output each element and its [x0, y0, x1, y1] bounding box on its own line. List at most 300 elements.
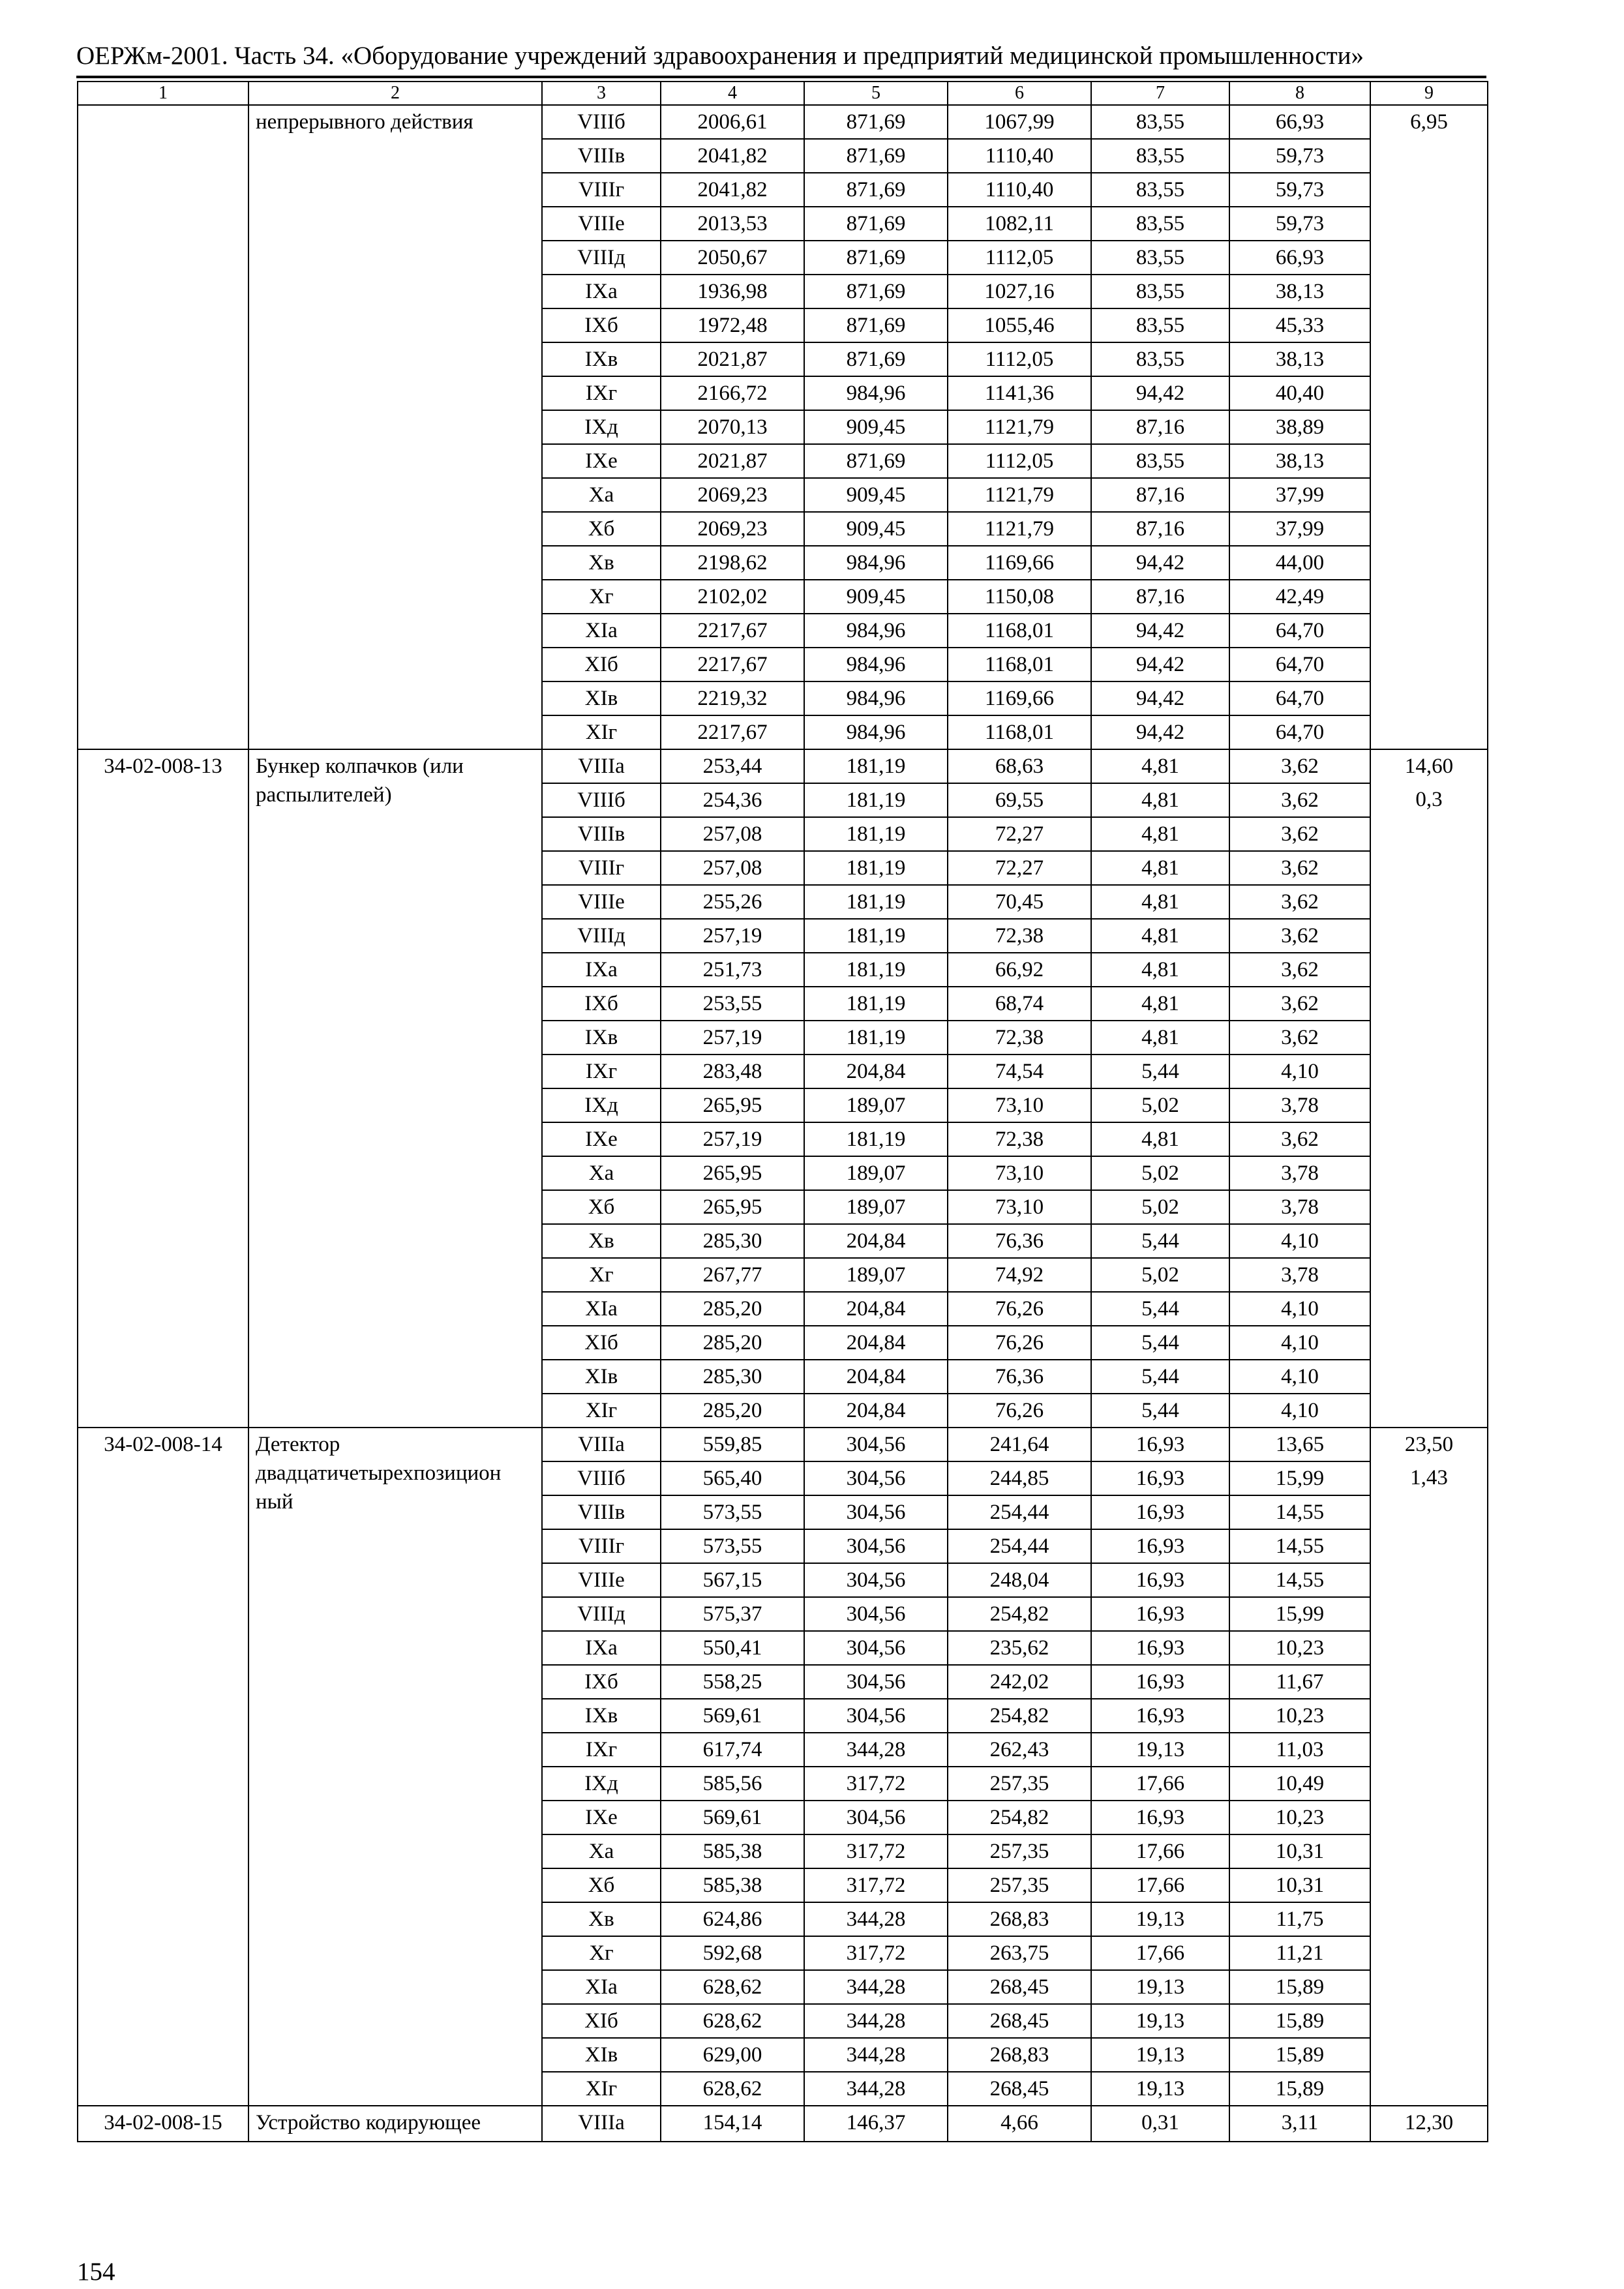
cell-col-3: VIIIг — [542, 173, 661, 207]
cell-col-7: 17,66 — [1091, 1767, 1229, 1801]
cell-col-3: IXa — [542, 953, 661, 987]
cell-col-5: 304,56 — [804, 1631, 948, 1665]
cell-col-7: 4,81 — [1091, 817, 1229, 851]
cell-col-3: IXв — [542, 1021, 661, 1055]
cell-col-8: 40,40 — [1229, 376, 1370, 410]
cell-col-9 — [1370, 1292, 1488, 1326]
cell-col-7: 16,93 — [1091, 1563, 1229, 1597]
cell-col-5: 189,07 — [804, 1088, 948, 1122]
cell-col-6: 1027,16 — [948, 275, 1091, 308]
cell-col-9 — [1370, 342, 1488, 376]
cell-col-4: 2021,87 — [661, 342, 804, 376]
cell-col-9 — [1370, 444, 1488, 478]
cell-col-3: XIa — [542, 1970, 661, 2004]
column-number-row — [78, 82, 1488, 105]
cell-col-4: 257,19 — [661, 1021, 804, 1055]
cell-col-4: 2102,02 — [661, 580, 804, 614]
cell-col-8: 15,99 — [1229, 1597, 1370, 1631]
cell-col-4: 285,20 — [661, 1394, 804, 1428]
cell-col-3: XIб — [542, 1326, 661, 1360]
cell-col-4: 2198,62 — [661, 546, 804, 580]
cell-col-3: IXa — [542, 275, 661, 308]
cell-col-7: 19,13 — [1091, 1902, 1229, 1936]
cell-col-5: 204,84 — [804, 1326, 948, 1360]
cell-col-7: 5,44 — [1091, 1224, 1229, 1258]
cell-col-8: 15,89 — [1229, 1970, 1370, 2004]
cell-col-6: 73,10 — [948, 1190, 1091, 1224]
rates-table — [77, 81, 1488, 2142]
cell-col-7: 4,81 — [1091, 783, 1229, 817]
cell-col-4: 2050,67 — [661, 241, 804, 275]
cell-col-9 — [1370, 478, 1488, 512]
cell-col-9 — [1370, 1224, 1488, 1258]
cell-col-6: 4,66 — [948, 2106, 1091, 2142]
cell-col-7: 16,93 — [1091, 1801, 1229, 1834]
cell-col-3: XIa — [542, 614, 661, 648]
cell-col-4: 567,15 — [661, 1563, 804, 1597]
cell-col-3: XIб — [542, 648, 661, 681]
cell-col-6: 248,04 — [948, 1563, 1091, 1597]
cell-col-6: 254,82 — [948, 1597, 1091, 1631]
cell-col-6: 268,83 — [948, 1902, 1091, 1936]
cell-col-4: 267,77 — [661, 1258, 804, 1292]
cell-col-9 — [1370, 512, 1488, 546]
cell-col-4: 2166,72 — [661, 376, 804, 410]
cell-col-5: 344,28 — [804, 2004, 948, 2038]
cell-col-3: Xб — [542, 512, 661, 546]
cell-col-4: 550,41 — [661, 1631, 804, 1665]
cell-col-3: Xб — [542, 1868, 661, 1902]
cell-col-4: 1972,48 — [661, 308, 804, 342]
cell-col-5: 984,96 — [804, 614, 948, 648]
cell-col-4: 628,62 — [661, 2072, 804, 2106]
cell-col-5: 146,37 — [804, 2106, 948, 2142]
cell-col-9 — [1370, 1563, 1488, 1597]
cell-col-5: 181,19 — [804, 1021, 948, 1055]
cell-col-5: 181,19 — [804, 783, 948, 817]
cell-col-4: 257,19 — [661, 919, 804, 953]
cell-col-5: 871,69 — [804, 207, 948, 241]
cell-col-9 — [1370, 580, 1488, 614]
cell-col-8: 15,89 — [1229, 2038, 1370, 2072]
cell-col-3: Xa — [542, 1834, 661, 1868]
cell-col-8: 59,73 — [1229, 207, 1370, 241]
cell-col-9 — [1370, 1190, 1488, 1224]
column-number: 4 — [661, 82, 804, 105]
cell-col-4: 565,40 — [661, 1461, 804, 1495]
cell-col-6: 1110,40 — [948, 139, 1091, 173]
cell-col-3: IXв — [542, 1699, 661, 1733]
cell-col-4: 285,20 — [661, 1292, 804, 1326]
cell-col-8: 3,11 — [1229, 2106, 1370, 2142]
cell-col-3: Xг — [542, 1258, 661, 1292]
cell-col-4: 2070,13 — [661, 410, 804, 444]
cell-col-5: 181,19 — [804, 1122, 948, 1156]
cell-col-8: 4,10 — [1229, 1055, 1370, 1088]
item-code: 34-02-008-13 — [78, 749, 248, 1428]
cell-col-7: 5,44 — [1091, 1326, 1229, 1360]
cell-col-6: 1121,79 — [948, 478, 1091, 512]
cell-col-9 — [1370, 919, 1488, 953]
cell-col-3: Xг — [542, 580, 661, 614]
cell-col-6: 73,10 — [948, 1088, 1091, 1122]
cell-col-8: 14,55 — [1229, 1495, 1370, 1529]
column-number: 6 — [948, 82, 1091, 105]
cell-col-8: 11,03 — [1229, 1733, 1370, 1767]
cell-col-5: 344,28 — [804, 2038, 948, 2072]
cell-col-7: 16,93 — [1091, 1631, 1229, 1665]
cell-col-6: 76,26 — [948, 1292, 1091, 1326]
item-name: Устройство кодирующее — [248, 2106, 542, 2142]
cell-col-4: 2069,23 — [661, 478, 804, 512]
cell-col-9 — [1370, 2072, 1488, 2106]
cell-col-8: 14,55 — [1229, 1563, 1370, 1597]
cell-col-9 — [1370, 2004, 1488, 2038]
cell-col-6: 1169,66 — [948, 546, 1091, 580]
cell-col-9: 14,60 — [1370, 749, 1488, 783]
cell-col-3: Xв — [542, 1224, 661, 1258]
cell-col-9: 0,3 — [1370, 783, 1488, 817]
cell-col-8: 38,13 — [1229, 342, 1370, 376]
cell-col-9 — [1370, 817, 1488, 851]
cell-col-6: 72,38 — [948, 1122, 1091, 1156]
item-code: 34-02-008-15 — [78, 2106, 248, 2142]
cell-col-8: 64,70 — [1229, 648, 1370, 681]
cell-col-3: IXд — [542, 1088, 661, 1122]
cell-col-8: 64,70 — [1229, 681, 1370, 715]
cell-col-9 — [1370, 139, 1488, 173]
cell-col-7: 19,13 — [1091, 2072, 1229, 2106]
cell-col-7: 17,66 — [1091, 1868, 1229, 1902]
cell-col-4: 2217,67 — [661, 614, 804, 648]
cell-col-8: 38,13 — [1229, 444, 1370, 478]
cell-col-3: VIIIв — [542, 817, 661, 851]
cell-col-8: 42,49 — [1229, 580, 1370, 614]
cell-col-6: 76,36 — [948, 1360, 1091, 1394]
cell-col-5: 204,84 — [804, 1292, 948, 1326]
cell-col-7: 19,13 — [1091, 2038, 1229, 2072]
cell-col-5: 984,96 — [804, 546, 948, 580]
cell-col-3: IXд — [542, 1767, 661, 1801]
cell-col-6: 1150,08 — [948, 580, 1091, 614]
cell-col-7: 4,81 — [1091, 885, 1229, 919]
cell-col-6: 241,64 — [948, 1428, 1091, 1461]
cell-col-8: 4,10 — [1229, 1360, 1370, 1394]
cell-col-5: 317,72 — [804, 1767, 948, 1801]
cell-col-5: 871,69 — [804, 275, 948, 308]
cell-col-5: 204,84 — [804, 1224, 948, 1258]
cell-col-4: 254,36 — [661, 783, 804, 817]
cell-col-8: 10,49 — [1229, 1767, 1370, 1801]
cell-col-8: 37,99 — [1229, 512, 1370, 546]
cell-col-6: 268,45 — [948, 2004, 1091, 2038]
cell-col-9 — [1370, 1156, 1488, 1190]
table-row — [78, 105, 1488, 139]
cell-col-9 — [1370, 851, 1488, 885]
cell-col-5: 871,69 — [804, 444, 948, 478]
cell-col-9 — [1370, 207, 1488, 241]
cell-col-3: XIa — [542, 1292, 661, 1326]
cell-col-9 — [1370, 885, 1488, 919]
cell-col-8: 10,31 — [1229, 1834, 1370, 1868]
cell-col-8: 3,78 — [1229, 1190, 1370, 1224]
cell-col-4: 585,38 — [661, 1868, 804, 1902]
cell-col-8: 3,62 — [1229, 851, 1370, 885]
cell-col-9 — [1370, 614, 1488, 648]
cell-col-9 — [1370, 987, 1488, 1021]
cell-col-7: 4,81 — [1091, 919, 1229, 953]
cell-col-4: 265,95 — [661, 1190, 804, 1224]
cell-col-7: 16,93 — [1091, 1597, 1229, 1631]
cell-col-4: 265,95 — [661, 1156, 804, 1190]
cell-col-9 — [1370, 1495, 1488, 1529]
cell-col-7: 83,55 — [1091, 275, 1229, 308]
cell-col-9: 23,50 — [1370, 1428, 1488, 1461]
page-header: ОЕРЖм-2001. Часть 34. «Оборудование учреждений здравоохранения и предприятий медицинской промышленности» — [76, 40, 1486, 78]
cell-col-6: 1121,79 — [948, 410, 1091, 444]
cell-col-6: 262,43 — [948, 1733, 1091, 1767]
cell-col-3: VIIIe — [542, 885, 661, 919]
cell-col-3: IXe — [542, 1122, 661, 1156]
cell-col-7: 16,93 — [1091, 1495, 1229, 1529]
cell-col-6: 72,38 — [948, 919, 1091, 953]
cell-col-8: 4,10 — [1229, 1326, 1370, 1360]
cell-col-4: 285,30 — [661, 1360, 804, 1394]
cell-col-5: 181,19 — [804, 919, 948, 953]
cell-col-5: 304,56 — [804, 1665, 948, 1699]
cell-col-8: 3,62 — [1229, 919, 1370, 953]
cell-col-8: 4,10 — [1229, 1292, 1370, 1326]
cell-col-5: 909,45 — [804, 478, 948, 512]
cell-col-8: 3,62 — [1229, 953, 1370, 987]
cell-col-6: 268,45 — [948, 2072, 1091, 2106]
cell-col-7: 4,81 — [1091, 953, 1229, 987]
table-row — [78, 749, 1488, 783]
cell-col-4: 558,25 — [661, 1665, 804, 1699]
cell-col-4: 585,38 — [661, 1834, 804, 1868]
cell-col-4: 255,26 — [661, 885, 804, 919]
cell-col-4: 2041,82 — [661, 173, 804, 207]
cell-col-7: 94,42 — [1091, 715, 1229, 749]
cell-col-3: XIв — [542, 1360, 661, 1394]
cell-col-7: 87,16 — [1091, 478, 1229, 512]
cell-col-6: 1067,99 — [948, 105, 1091, 139]
cell-col-9 — [1370, 546, 1488, 580]
cell-col-9 — [1370, 1834, 1488, 1868]
cell-col-9 — [1370, 1902, 1488, 1936]
cell-col-8: 37,99 — [1229, 478, 1370, 512]
cell-col-6: 254,82 — [948, 1699, 1091, 1733]
cell-col-9 — [1370, 1529, 1488, 1563]
cell-col-5: 204,84 — [804, 1360, 948, 1394]
cell-col-7: 94,42 — [1091, 681, 1229, 715]
cell-col-5: 304,56 — [804, 1461, 948, 1495]
cell-col-8: 64,70 — [1229, 715, 1370, 749]
cell-col-5: 871,69 — [804, 173, 948, 207]
cell-col-9 — [1370, 648, 1488, 681]
cell-col-7: 16,93 — [1091, 1428, 1229, 1461]
cell-col-6: 244,85 — [948, 1461, 1091, 1495]
item-code: 34-02-008-14 — [78, 1428, 248, 2106]
cell-col-5: 304,56 — [804, 1495, 948, 1529]
cell-col-5: 984,96 — [804, 648, 948, 681]
cell-col-4: 569,61 — [661, 1699, 804, 1733]
cell-col-7: 83,55 — [1091, 444, 1229, 478]
cell-col-8: 3,62 — [1229, 1021, 1370, 1055]
cell-col-4: 585,56 — [661, 1767, 804, 1801]
cell-col-8: 3,62 — [1229, 885, 1370, 919]
cell-col-4: 575,37 — [661, 1597, 804, 1631]
item-name: Бункер колпачков (или распылителей) — [248, 749, 542, 1428]
cell-col-9 — [1370, 1665, 1488, 1699]
cell-col-5: 304,56 — [804, 1529, 948, 1563]
cell-col-6: 76,26 — [948, 1326, 1091, 1360]
cell-col-9 — [1370, 1868, 1488, 1902]
cell-col-6: 257,35 — [948, 1834, 1091, 1868]
cell-col-4: 253,44 — [661, 749, 804, 783]
cell-col-3: IXг — [542, 1733, 661, 1767]
cell-col-6: 68,74 — [948, 987, 1091, 1021]
cell-col-7: 83,55 — [1091, 241, 1229, 275]
cell-col-9 — [1370, 1122, 1488, 1156]
cell-col-6: 1112,05 — [948, 342, 1091, 376]
cell-col-9 — [1370, 173, 1488, 207]
cell-col-9 — [1370, 2038, 1488, 2072]
cell-col-5: 181,19 — [804, 817, 948, 851]
cell-col-5: 304,56 — [804, 1428, 948, 1461]
cell-col-7: 87,16 — [1091, 580, 1229, 614]
cell-col-9 — [1370, 1326, 1488, 1360]
cell-col-6: 254,82 — [948, 1801, 1091, 1834]
cell-col-6: 254,44 — [948, 1495, 1091, 1529]
cell-col-7: 16,93 — [1091, 1699, 1229, 1733]
cell-col-6: 69,55 — [948, 783, 1091, 817]
cell-col-8: 15,99 — [1229, 1461, 1370, 1495]
cell-col-4: 2219,32 — [661, 681, 804, 715]
cell-col-5: 317,72 — [804, 1868, 948, 1902]
cell-col-3: VIIIa — [542, 2106, 661, 2142]
cell-col-3: IXe — [542, 1801, 661, 1834]
cell-col-3: IXг — [542, 1055, 661, 1088]
cell-col-7: 94,42 — [1091, 546, 1229, 580]
cell-col-6: 1121,79 — [948, 512, 1091, 546]
cell-col-5: 181,19 — [804, 851, 948, 885]
cell-col-6: 74,54 — [948, 1055, 1091, 1088]
cell-col-6: 1168,01 — [948, 648, 1091, 681]
cell-col-5: 871,69 — [804, 241, 948, 275]
cell-col-5: 304,56 — [804, 1563, 948, 1597]
cell-col-3: XIг — [542, 2072, 661, 2106]
cell-col-8: 66,93 — [1229, 105, 1370, 139]
cell-col-4: 2013,53 — [661, 207, 804, 241]
cell-col-4: 2217,67 — [661, 715, 804, 749]
cell-col-9 — [1370, 1767, 1488, 1801]
cell-col-6: 73,10 — [948, 1156, 1091, 1190]
cell-col-7: 0,31 — [1091, 2106, 1229, 2142]
cell-col-4: 573,55 — [661, 1529, 804, 1563]
cell-col-4: 2006,61 — [661, 105, 804, 139]
cell-col-8: 10,31 — [1229, 1868, 1370, 1902]
item-name: Детектор двадцатичетырехпозицион ный — [248, 1428, 542, 2106]
cell-col-7: 19,13 — [1091, 1733, 1229, 1767]
cell-col-6: 235,62 — [948, 1631, 1091, 1665]
cell-col-5: 189,07 — [804, 1156, 948, 1190]
cell-col-8: 3,62 — [1229, 783, 1370, 817]
cell-col-6: 268,45 — [948, 1970, 1091, 2004]
cell-col-7: 87,16 — [1091, 512, 1229, 546]
page-number: 154 — [77, 2258, 115, 2286]
cell-col-6: 1168,01 — [948, 614, 1091, 648]
cell-col-5: 204,84 — [804, 1394, 948, 1428]
item-name: непрерывного действия — [248, 105, 542, 749]
cell-col-7: 83,55 — [1091, 342, 1229, 376]
cell-col-3: XIг — [542, 715, 661, 749]
cell-col-8: 66,93 — [1229, 241, 1370, 275]
cell-col-7: 94,42 — [1091, 376, 1229, 410]
cell-col-7: 4,81 — [1091, 987, 1229, 1021]
cell-col-3: IXв — [542, 342, 661, 376]
cell-col-3: VIIIб — [542, 105, 661, 139]
cell-col-8: 3,62 — [1229, 749, 1370, 783]
cell-col-3: VIIIв — [542, 139, 661, 173]
cell-col-4: 257,08 — [661, 851, 804, 885]
cell-col-6: 70,45 — [948, 885, 1091, 919]
cell-col-5: 344,28 — [804, 1902, 948, 1936]
cell-col-7: 16,93 — [1091, 1665, 1229, 1699]
cell-col-4: 628,62 — [661, 2004, 804, 2038]
cell-col-6: 76,26 — [948, 1394, 1091, 1428]
cell-col-3: VIIIe — [542, 1563, 661, 1597]
cell-col-4: 2069,23 — [661, 512, 804, 546]
cell-col-9 — [1370, 1360, 1488, 1394]
cell-col-7: 4,81 — [1091, 851, 1229, 885]
cell-col-3: XIв — [542, 681, 661, 715]
cell-col-4: 2041,82 — [661, 139, 804, 173]
cell-col-8: 3,78 — [1229, 1156, 1370, 1190]
cell-col-4: 253,55 — [661, 987, 804, 1021]
cell-col-3: VIIIд — [542, 1597, 661, 1631]
cell-col-7: 17,66 — [1091, 1834, 1229, 1868]
cell-col-5: 909,45 — [804, 512, 948, 546]
cell-col-4: 257,08 — [661, 817, 804, 851]
cell-col-8: 3,62 — [1229, 817, 1370, 851]
cell-col-5: 317,72 — [804, 1936, 948, 1970]
cell-col-9 — [1370, 1088, 1488, 1122]
cell-col-9 — [1370, 241, 1488, 275]
cell-col-5: 317,72 — [804, 1834, 948, 1868]
cell-col-7: 5,44 — [1091, 1292, 1229, 1326]
cell-col-9 — [1370, 1631, 1488, 1665]
cell-col-3: XIг — [542, 1394, 661, 1428]
cell-col-4: 285,30 — [661, 1224, 804, 1258]
cell-col-5: 871,69 — [804, 139, 948, 173]
cell-col-8: 10,23 — [1229, 1699, 1370, 1733]
column-number: 7 — [1091, 82, 1229, 105]
cell-col-5: 181,19 — [804, 749, 948, 783]
cell-col-8: 11,67 — [1229, 1665, 1370, 1699]
cell-col-5: 344,28 — [804, 1970, 948, 2004]
cell-col-6: 263,75 — [948, 1936, 1091, 1970]
cell-col-4: 628,62 — [661, 1970, 804, 2004]
cell-col-9 — [1370, 681, 1488, 715]
cell-col-7: 94,42 — [1091, 648, 1229, 681]
cell-col-6: 1168,01 — [948, 715, 1091, 749]
cell-col-8: 38,13 — [1229, 275, 1370, 308]
cell-col-6: 72,27 — [948, 851, 1091, 885]
cell-col-9 — [1370, 376, 1488, 410]
cell-col-7: 83,55 — [1091, 173, 1229, 207]
column-number: 9 — [1370, 82, 1488, 105]
